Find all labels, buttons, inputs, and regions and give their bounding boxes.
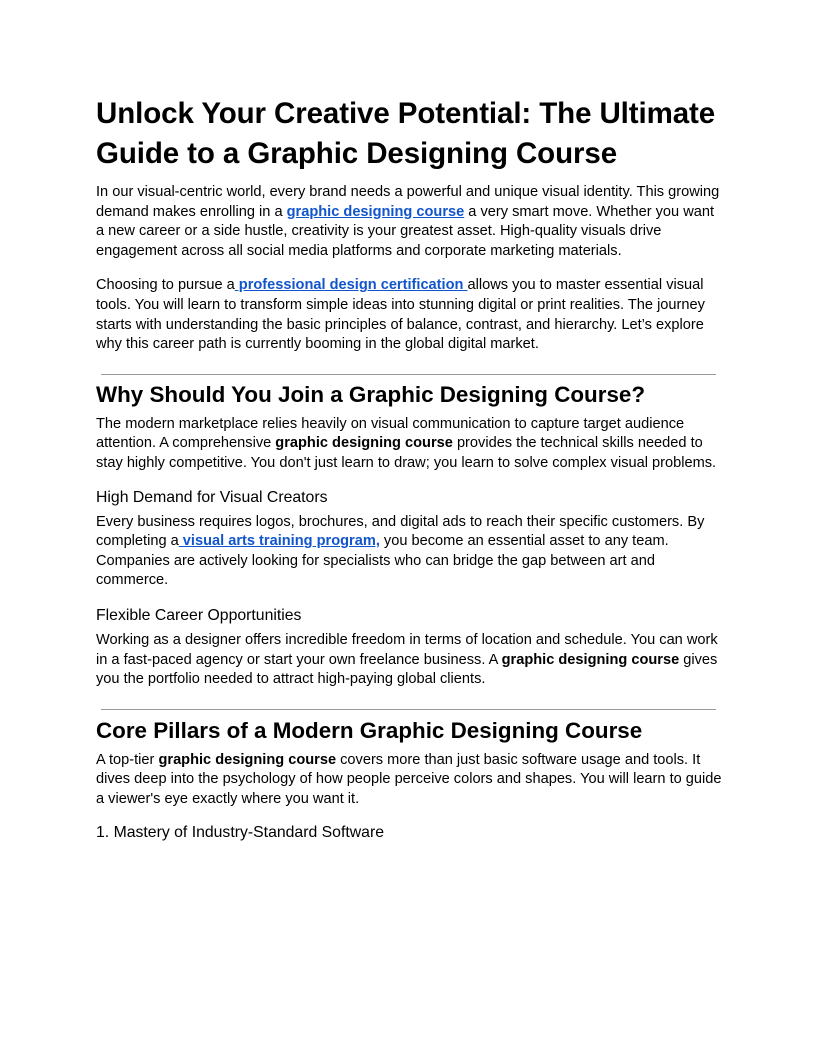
- text: A top-tier: [96, 751, 159, 768]
- subheading-flexible-career: Flexible Career Opportunities: [96, 606, 302, 624]
- document-page: [96, 94, 722, 848]
- intro-paragraph-2: [96, 276, 722, 354]
- divider: [101, 374, 716, 375]
- subheading-high-demand: High Demand for Visual Creators: [96, 488, 328, 506]
- page-title: Unlock Your Creative Potential: The Ultimate Guide to a Graphic Designing Course: [96, 97, 716, 170]
- list-item-software-mastery: 1. Mastery of Industry-Standard Software: [96, 824, 384, 842]
- text: covers more than just basic software usage and tools. It dives deep into the psychology of how people perceive colors and shapes. You will learn to guide a viewer's eye exactly where you want it.: [96, 751, 722, 807]
- core-pillars-paragraph: [96, 751, 722, 810]
- graphic-designing-course-link[interactable]: graphic designing course: [286, 203, 465, 220]
- text: Choosing to pursue a: [96, 277, 235, 294]
- text: Working as a designer offers incredible freedom in terms of location and schedule. You can work in a fast-paced agency or start your own freelance business. A: [96, 631, 718, 668]
- text: allows you to master essential visual tools. You will learn to transform simple ideas into stunning digital or print realities. The journey starts with understanding the basic principles of balance, contrast, and hierarchy. Let’s explore why this career path is currently booming in the global digital market.: [96, 277, 705, 353]
- why-join-paragraph: [96, 415, 722, 474]
- bold-keyword: graphic designing course: [275, 435, 453, 452]
- section-heading-why-join: Why Should You Join a Graphic Designing Course?: [96, 381, 646, 407]
- text: Every business requires logos, brochures, and digital ads to reach their specific customers. By completing a: [96, 513, 705, 550]
- text: you become an essential asset to any team. Companies are actively looking for specialists who can bridge the gap between art and commerce.: [96, 533, 669, 589]
- text: gives you the portfolio needed to attract high-paying global clients.: [96, 651, 718, 688]
- intro-paragraph-1: [96, 183, 722, 261]
- flexible-career-paragraph: [96, 631, 722, 690]
- professional-design-certification-link[interactable]: professional design certification: [234, 277, 468, 294]
- bold-keyword: graphic designing course: [158, 751, 337, 768]
- text: In our visual-centric world, every brand needs a powerful and unique visual identity. This growing demand makes enrolling in a: [96, 184, 720, 220]
- visual-arts-training-program-link[interactable]: visual arts training program,: [178, 533, 380, 550]
- bold-keyword: graphic designing course: [501, 651, 680, 668]
- high-demand-paragraph: [96, 513, 722, 591]
- text: The modern marketplace relies heavily on visual communication to capture target audience attention. A comprehensive: [96, 415, 685, 452]
- text: a very smart move. Whether you want a new career or a side hustle, creativity is your greatest asset. High-quality visuals drive engagement across all social media platforms and corporate marketing materials.: [96, 203, 715, 259]
- text: provides the technical skills needed to stay highly competitive. You don't just learn to draw; you learn to solve complex visual problems.: [96, 435, 717, 471]
- section-heading-core-pillars: Core Pillars of a Modern Graphic Designing Course: [96, 717, 643, 743]
- divider: [101, 709, 716, 710]
